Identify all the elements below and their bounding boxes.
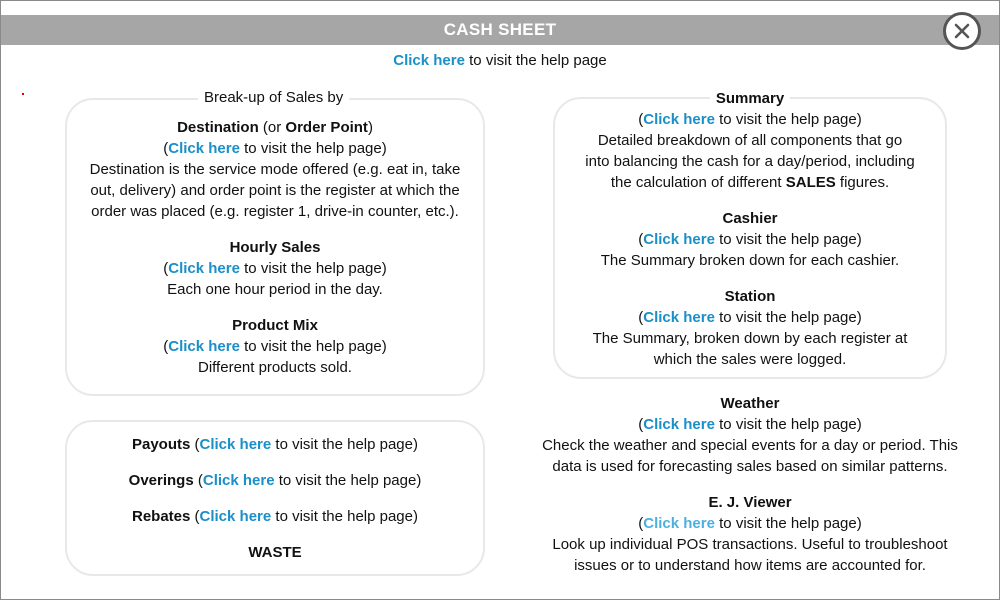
summary-desc-2: into balancing the cash for a day/period, including: [585, 153, 915, 170]
cashier-desc: The Summary broken down for each cashier.: [600, 252, 900, 269]
destination-title: Destination: [177, 119, 259, 136]
product-mix-help-link[interactable]: Click here: [168, 338, 240, 355]
hourly-sales-title: Hourly Sales: [229, 239, 321, 256]
order-point-title: Order Point: [285, 119, 368, 136]
weather-desc-1: Check the weather and special events for a day or period. This: [542, 437, 958, 454]
cashier-section: [553, 208, 947, 271]
paren-open: (: [193, 472, 203, 489]
waste-line: [65, 542, 485, 563]
destination-help-text: to visit the help page): [239, 140, 387, 157]
station-help-text: to visit the help page): [714, 309, 862, 326]
payouts-line: [65, 434, 485, 455]
rebates-line: [65, 506, 485, 527]
station-section: [553, 286, 947, 370]
top-help-text: to visit the help page: [464, 52, 607, 69]
close-button[interactable]: [943, 12, 981, 50]
station-help-link[interactable]: Click here: [643, 309, 715, 326]
stray-mark: [22, 93, 24, 95]
title-bar: [1, 15, 999, 45]
ej-viewer-desc-2: issues or to understand how items are accounted for.: [574, 557, 926, 574]
paren-open: (: [163, 140, 169, 157]
paren-open: (: [638, 231, 644, 248]
weather-desc-2: data is used for forecasting sales based on similar patterns.: [552, 458, 948, 475]
cashier-title: Cashier: [722, 210, 778, 227]
paren-open: (: [190, 508, 200, 525]
weather-help-text: to visit the help page): [714, 416, 862, 433]
ej-viewer-help-text: to visit the help page): [714, 515, 862, 532]
rebates-title: Rebates: [131, 508, 191, 525]
weather-help-link[interactable]: Click here: [643, 416, 715, 433]
ej-viewer-desc-1: Look up individual POS transactions. Useful to troubleshoot: [552, 536, 948, 553]
close-icon: [952, 21, 972, 41]
hourly-sales-help-link[interactable]: Click here: [168, 260, 240, 277]
summary-help-text: to visit the help page): [714, 111, 862, 128]
paren-open: (: [638, 309, 644, 326]
paren-open: (: [163, 338, 169, 355]
summary-desc-1: Detailed breakdown of all components that go: [597, 132, 903, 149]
window-title: CASH SHEET: [443, 20, 557, 39]
summary-desc-3-pre: the calculation of different: [610, 174, 786, 191]
summary-title: [553, 88, 947, 109]
hourly-sales-desc: Each one hour period in the day.: [167, 281, 383, 298]
hourly-sales-help-text: to visit the help page): [239, 260, 387, 277]
overings-help-text: to visit the help page): [274, 472, 422, 489]
summary-help-link[interactable]: Click here: [643, 111, 715, 128]
hourly-sales-section: [65, 237, 485, 300]
product-mix-section: [65, 315, 485, 378]
rebates-help-text: to visit the help page): [271, 508, 418, 525]
destination-desc-3: order was placed (e.g. register 1, drive-in counter, etc.).: [91, 203, 459, 220]
summary-section: [553, 88, 947, 193]
summary-desc-3: [553, 172, 947, 193]
destination-title-end: ): [367, 119, 373, 136]
sales-breakup-legend: Break-up of Sales by: [198, 88, 349, 108]
waste-title[interactable]: WASTE: [248, 544, 302, 561]
station-desc-1: The Summary, broken down by each register at: [592, 330, 908, 347]
product-mix-desc: Different products sold.: [198, 359, 352, 376]
summary-title-text: Summary: [710, 90, 790, 107]
product-mix-title: Product Mix: [232, 317, 318, 334]
overings-help-link[interactable]: Click here: [202, 472, 275, 489]
overings-title: Overings: [128, 472, 194, 489]
cashier-help-link[interactable]: Click here: [643, 231, 715, 248]
weather-title: Weather: [720, 395, 780, 412]
payouts-help-text: to visit the help page): [271, 436, 418, 453]
payouts-help-link[interactable]: Click here: [199, 436, 272, 453]
product-mix-help-text: to visit the help page): [239, 338, 387, 355]
station-title: Station: [724, 288, 776, 305]
payouts-title: Payouts: [131, 436, 191, 453]
station-desc-2: which the sales were logged.: [653, 351, 847, 368]
destination-help-link[interactable]: Click here: [168, 140, 240, 157]
paren-open: (: [163, 260, 169, 277]
top-help-link[interactable]: Click here: [393, 52, 465, 69]
ej-viewer-section: [500, 492, 1000, 576]
summary-desc-sales: SALES: [785, 174, 836, 191]
top-help-line: [0, 50, 1000, 71]
destination-section: [65, 117, 485, 222]
ej-viewer-help-link[interactable]: Click here: [643, 515, 715, 532]
destination-desc-2: out, delivery) and order point is the register at which the: [90, 182, 460, 199]
paren-open: (: [638, 111, 644, 128]
destination-title-mid: (or: [258, 119, 286, 136]
summary-desc-3-post: figures.: [835, 174, 890, 191]
overings-line: [65, 470, 485, 491]
paren-open: (: [638, 416, 644, 433]
rebates-help-link[interactable]: Click here: [199, 508, 272, 525]
ej-viewer-title: E. J. Viewer: [708, 494, 792, 511]
paren-open: (: [190, 436, 200, 453]
destination-desc-1: Destination is the service mode offered (e.g. eat in, take: [89, 161, 461, 178]
cashier-help-text: to visit the help page): [714, 231, 862, 248]
weather-section: [500, 393, 1000, 477]
paren-open: (: [638, 515, 644, 532]
